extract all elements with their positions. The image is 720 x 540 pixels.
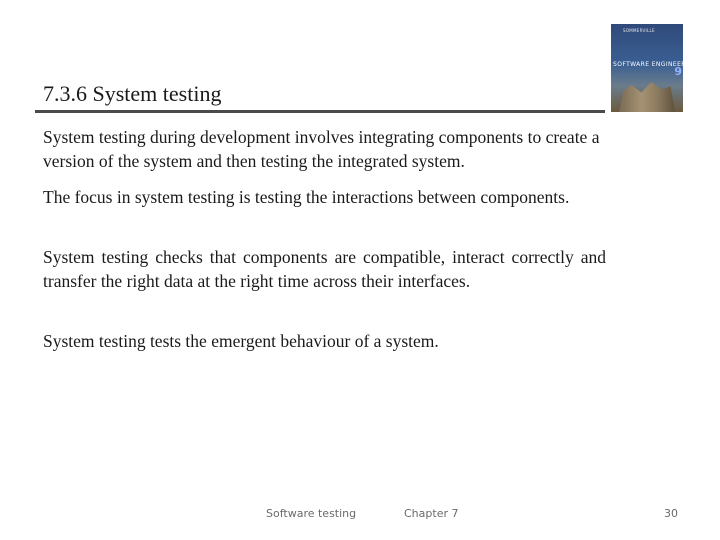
slide-title: 7.3.6 System testing: [43, 81, 222, 106]
title-divider: [35, 110, 605, 113]
book-cover-image: [611, 24, 698, 112]
footer-page-number: 30: [664, 507, 678, 520]
cover-edition-number: 9: [674, 65, 682, 78]
body-paragraph: System testing during development involves integrating components to create a version of the system and then testing the integrated system.: [43, 127, 600, 171]
footer-chapter: Chapter 7: [404, 507, 459, 520]
body-paragraph: System testing checks that components are compatible, interact correctly and transfer the right data at the right time across their interfaces.: [43, 247, 606, 291]
body-paragraph: System testing tests the emergent behaviour of a system.: [43, 331, 439, 351]
body-paragraph: The focus in system testing is testing the interactions between components.: [43, 187, 570, 207]
cover-building-illustration: [619, 82, 675, 112]
footer-topic: Software testing: [266, 507, 357, 520]
cover-title-text: SOFTWARE ENGINEERING: [613, 61, 698, 68]
cover-author-text: SOMMERVILLE: [623, 28, 655, 33]
